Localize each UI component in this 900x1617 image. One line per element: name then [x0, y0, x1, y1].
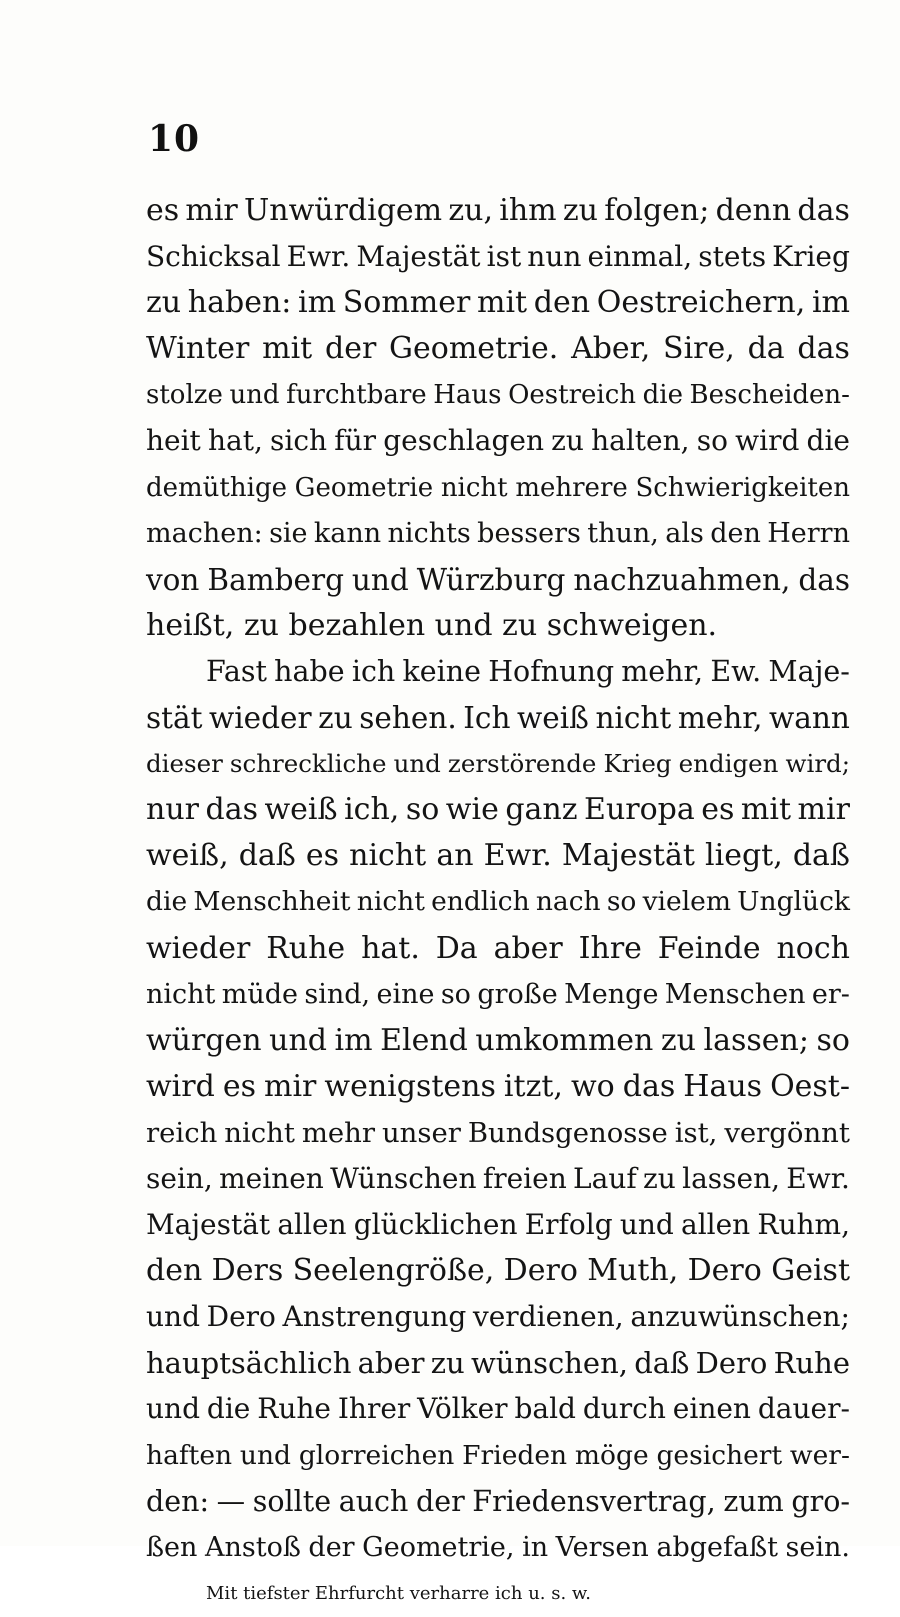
text-line: es mir Unwürdigem zu, ihm zu folgen; denn das [146, 193, 850, 228]
text-line: stät wieder zu sehen. Ich weiß nicht mehr, wann [146, 701, 850, 736]
text-line: und Dero Anstrengung verdienen, anzuwünschen; [146, 1300, 850, 1334]
text-line: Schicksal Ewr. Majestät ist nun einmal, stets Krieg [146, 240, 850, 274]
text-line: den: — sollte auch der Friedensvertrag, zum gro- [146, 1484, 850, 1518]
text-line: Mit tiefster Ehrfurcht verharre ich u. s. w. [206, 1582, 591, 1604]
text-line: weiß, daß es nicht an Ewr. Majestät liegt, daß [146, 838, 850, 874]
text-line: ßen Anstoß der Geometrie, in Versen abgefaßt sein. [146, 1531, 850, 1563]
text-line: wieder Ruhe hat. Da aber Ihre Feinde noch [146, 930, 850, 966]
text-line: nicht müde sind, eine so große Menge Menschen er- [146, 978, 850, 1010]
text-line: die Menschheit nicht endlich nach so vielem Unglück [146, 886, 850, 918]
text-line: heit hat, sich für geschlagen zu halten, so wird die [146, 424, 850, 458]
text-line: sein, meinen Wünschen freien Lauf zu lassen, Ewr. [146, 1161, 850, 1195]
text-line: dieser schreckliche und zerstörende Krieg endigen wird; [146, 749, 850, 779]
text-line: würgen und im Elend umkommen zu lassen; so [146, 1022, 850, 1058]
text-line: und die Ruhe Ihrer Völker bald durch einen dauer- [146, 1392, 850, 1426]
text-line: zu haben: im Sommer mit den Oestreichern, im [146, 285, 850, 321]
text-line: machen: sie kann nichts bessers thun, als den Herrn [146, 517, 850, 549]
text-line: Majestät allen glücklichen Erfolg und allen Ruhm, [146, 1208, 850, 1242]
page-number: 10 [148, 118, 201, 160]
text-line: wird es mir wenigstens itzt, wo das Haus Oest- [146, 1068, 850, 1104]
text-line: stolze und furchtbare Haus Oestreich die Bescheiden- [146, 380, 850, 411]
text-line: hauptsächlich aber zu wünschen, daß Dero Ruhe [146, 1346, 850, 1381]
text-line: heißt, zu bezahlen und zu schweigen. [146, 607, 718, 643]
text-line: demüthige Geometrie nicht mehrere Schwierigkeiten [146, 472, 850, 503]
text-line: reich nicht mehr unser Bundsgenosse ist, vergönnt [146, 1116, 850, 1149]
text-line: haften und glorreichen Frieden möge gesichert wer- [146, 1439, 850, 1471]
text-line: den Ders Seelengröße, Dero Muth, Dero Geist [146, 1253, 850, 1289]
text-line: Winter mit der Geometrie. Aber, Sire, da das [146, 331, 850, 367]
text-line: von Bamberg und Würzburg nachzuahmen, das [146, 562, 850, 597]
text-line: Fast habe ich keine Hofnung mehr, Ew. Maje- [206, 654, 850, 688]
body-text [146, 188, 850, 1617]
text-line: nur das weiß ich, so wie ganz Europa es mit mir [146, 792, 850, 828]
